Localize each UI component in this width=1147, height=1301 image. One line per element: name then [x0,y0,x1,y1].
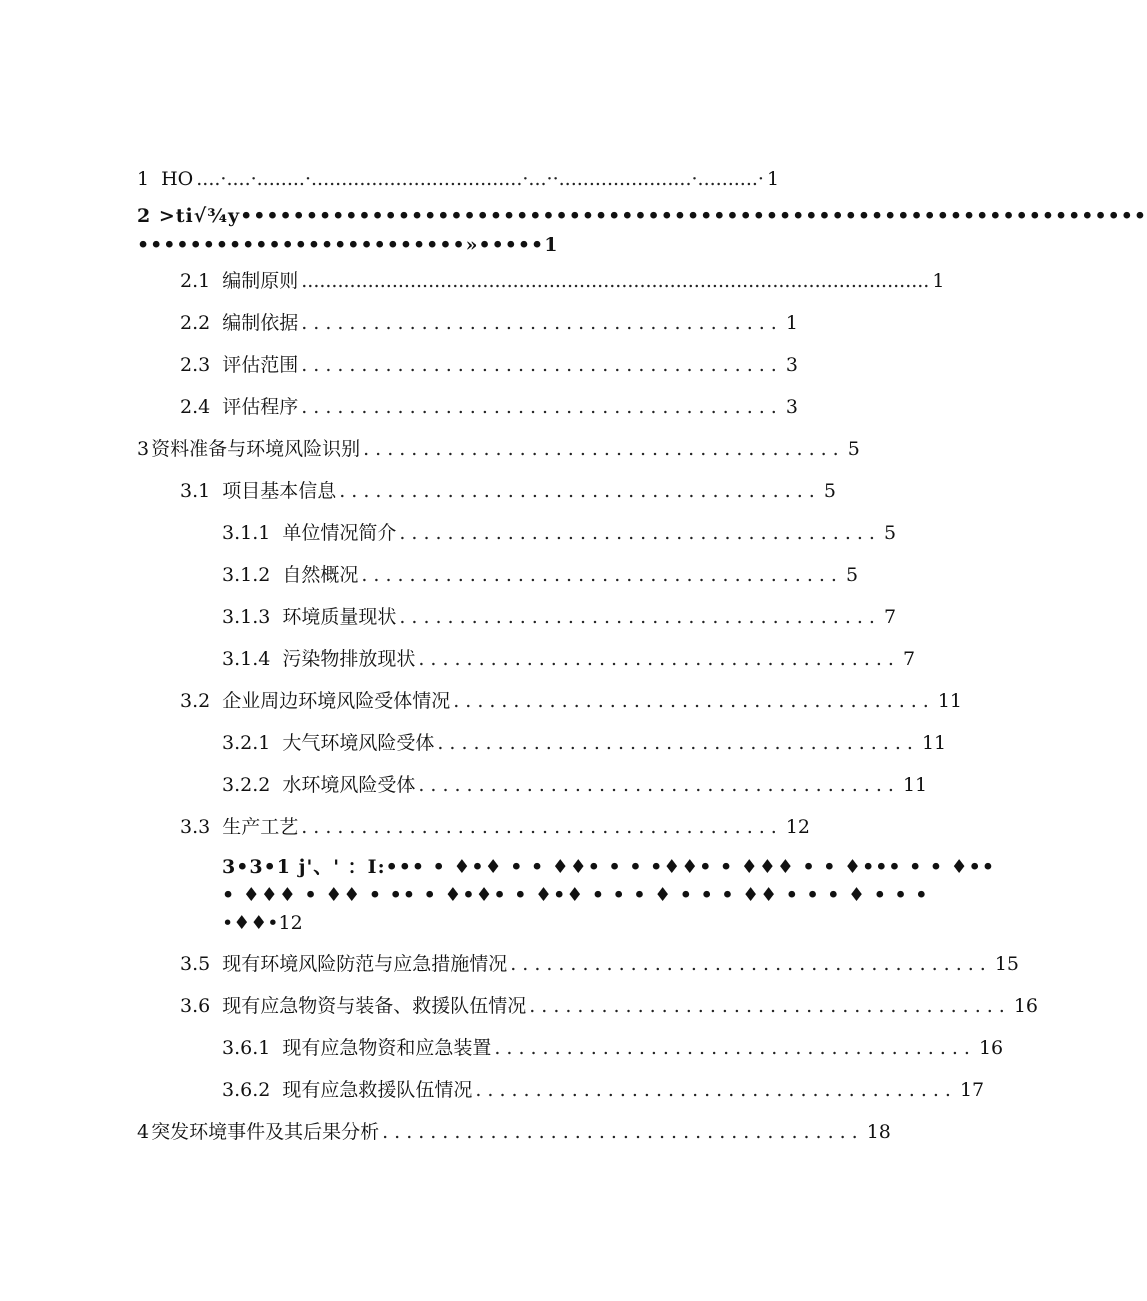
toc-entry-3-6[interactable] [180,991,1039,1021]
toc-title: 单位情况简介 [282,522,397,544]
toc-entry-2-garbled-line2[interactable]: •••••••••••••••••••••••••»•••••1 [137,234,559,256]
toc-number: 2.1 [180,270,211,292]
toc-number: 3 [137,438,150,460]
toc-leader: ....·....·........·...................................·...··......................·..........· [196,168,764,190]
toc-number: 3.1.3 [222,606,271,628]
toc-page-number: 11 [902,774,928,796]
toc-entry-2-4[interactable] [180,392,798,422]
toc-number: 3.2.2 [222,774,271,796]
toc-title: 编制原则 [222,270,299,292]
toc-number: 3.2.1 [222,732,271,754]
toc-entry-3-3-1-garbled-line1[interactable]: 3•3•1 j'、' ：I:••• • ♦•♦ • • ♦♦• • • •♦♦• • ♦♦♦ • • ♦••• • • ♦•• [222,856,995,878]
toc-title: 现有应急物资和应急装置 [282,1037,492,1059]
toc-number: 3.6.1 [222,1037,271,1059]
toc-page-number: 7 [902,648,916,670]
toc-entry-3-2-1[interactable] [222,728,947,758]
toc-number: 3.1.1 [222,522,271,544]
toc-leader: ........................................ [399,606,881,628]
toc-page-number: 11 [921,732,947,754]
toc-number: 3.1.2 [222,564,271,586]
toc-title: 现有环境风险防范与应急措施情况 [222,953,508,975]
toc-title: 资料准备与环境风险识别 [151,438,361,460]
toc-entry-4[interactable] [137,1117,891,1147]
toc-title: HO [161,168,194,190]
toc-entry-3-6-1[interactable] [222,1033,1004,1063]
toc-leader: ........................................ [361,564,843,586]
toc-entry-3-1-2[interactable] [222,560,859,590]
toc-page-number: 5 [845,564,859,586]
toc-entry-3-3-1-garbled-line3[interactable]: •♦♦•12 [222,912,303,934]
toc-entry-3-1-3[interactable] [222,602,897,632]
toc-title: 自然概况 [282,564,359,586]
toc-page-number: 16 [1013,995,1039,1017]
toc-number: 3.6.2 [222,1079,271,1101]
toc-page-number: 7 [883,606,897,628]
toc-number: 3.1.4 [222,648,271,670]
toc-leader: ........................................ [339,480,821,502]
toc-title: 评估范围 [222,354,299,376]
toc-title: 现有应急救援队伍情况 [282,1079,473,1101]
toc-title: 评估程序 [222,396,299,418]
toc-entry-3-3[interactable] [180,812,811,842]
toc-entry-2-2[interactable] [180,308,798,338]
toc-page-number: 1 [932,270,945,292]
toc-leader: ........................................................................................................ [301,270,930,292]
toc-number: 2.2 [180,312,211,334]
toc-page-number: 5 [823,480,836,502]
toc-leader: ........................................ [418,774,900,796]
toc-entry-3-2-2[interactable] [222,770,928,800]
toc-number: 2.3 [180,354,211,376]
toc-leader: ........................................ [301,312,783,334]
toc-leader: ........................................ [301,396,783,418]
toc-title: 编制依据 [222,312,299,334]
toc-title: 水环境风险受体 [282,774,416,796]
toc-entry-2-garbled-line1[interactable]: 2 >ti√¾y••••••••••••••••••••••••••••••••••••••••••••••••••••••••••••••••••••• [137,205,1147,227]
toc-page-number: 3 [785,354,798,376]
toc-page-number: 1 [766,168,780,190]
toc-leader: ........................................ [363,438,845,460]
toc-number: 3.1 [180,480,211,502]
toc-number: 3.2 [180,690,211,712]
toc-title: 污染物排放现状 [282,648,416,670]
toc-leader: ........................................ [301,354,783,376]
toc-entry-2-1[interactable] [180,266,945,296]
toc-entry-2-3[interactable] [180,350,798,380]
toc-leader: ........................................ [399,522,881,544]
toc-page-number: 18 [866,1121,891,1143]
toc-leader: ........................................ [453,690,935,712]
toc-entry-3-1[interactable] [180,476,836,506]
toc-leader: ........................................ [494,1037,976,1059]
toc-page-number: 3 [785,396,798,418]
toc-entry-3-5[interactable] [180,949,1020,979]
toc-number: 3.6 [180,995,211,1017]
toc-entry-3-6-2[interactable] [222,1075,985,1105]
toc-leader: ........................................ [475,1079,957,1101]
toc-title: 生产工艺 [222,816,299,838]
toc-leader: ........................................ [418,648,900,670]
toc-page-number: 11 [937,690,963,712]
toc-number: 3.5 [180,953,211,975]
toc-title: 项目基本信息 [222,480,337,502]
toc-entry-3-2[interactable] [180,686,963,716]
toc-entry-1[interactable] [137,164,780,194]
toc-title: 大气环境风险受体 [282,732,435,754]
toc-page-number: 5 [883,522,897,544]
toc-number: 1 [137,168,150,190]
toc-entry-3-1-4[interactable] [222,644,916,674]
toc-leader: ........................................ [510,953,992,975]
toc-page-number: 5 [847,438,860,460]
toc-page-number: 15 [994,953,1020,975]
toc-page-number: 16 [978,1037,1004,1059]
toc-title: 环境质量现状 [282,606,397,628]
toc-number: 4 [137,1121,150,1143]
toc-number: 2.4 [180,396,211,418]
toc-page-number: 1 [785,312,798,334]
toc-entry-3-1-1[interactable] [222,518,897,548]
toc-leader: ........................................ [437,732,919,754]
toc-title: 企业周边环境风险受体情况 [222,690,451,712]
toc-entry-3[interactable] [137,434,860,464]
toc-title: 突发环境事件及其后果分析 [151,1121,380,1143]
toc-page-number: 17 [959,1079,985,1101]
toc-leader: ........................................ [529,995,1011,1017]
toc-leader: ........................................ [301,816,783,838]
toc-leader: ........................................ [382,1121,864,1143]
toc-page-number: 12 [785,816,811,838]
toc-title: 现有应急物资与装备、救援队伍情况 [222,995,527,1017]
toc-entry-3-3-1-garbled-line2[interactable]: • ♦♦♦ • ♦♦ • •• • ♦•♦• • ♦•♦ • • • ♦ • • • ♦♦ • • • ♦ • • • [222,884,929,906]
toc-number: 3.3 [180,816,211,838]
